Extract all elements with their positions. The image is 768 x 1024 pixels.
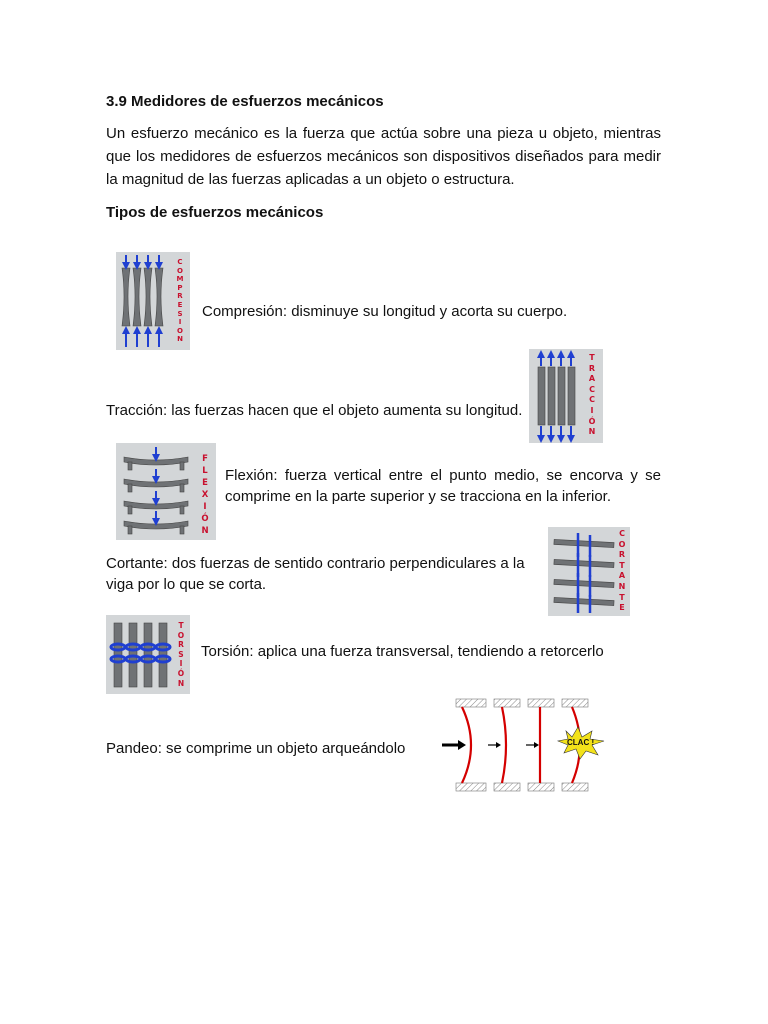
torsion-label-letter: I bbox=[179, 659, 183, 669]
traction-text: Tracción: las fuerzas hacen que el objeto aumenta su longitud. bbox=[106, 402, 523, 419]
traccion-label-letter: C bbox=[589, 384, 595, 394]
buckling-text: Pandeo: se comprime un objeto arqueándolo bbox=[106, 740, 406, 757]
torsion-figure bbox=[106, 615, 190, 694]
flexion-label-letter: X bbox=[201, 490, 209, 500]
compresion-label-letter: E bbox=[177, 300, 183, 309]
traccion-label-letter: I bbox=[590, 405, 594, 415]
compression-label bbox=[174, 258, 186, 344]
shear-label bbox=[616, 529, 628, 614]
flexion-label-letter: E bbox=[202, 478, 208, 488]
shear-figure bbox=[548, 527, 630, 616]
traccion-label-letter: C bbox=[589, 395, 595, 405]
torsion-label-letter: O bbox=[177, 630, 185, 640]
torsion-label bbox=[175, 621, 187, 688]
torsion-label-letter: N bbox=[177, 678, 185, 688]
torsion-label-letter: Ó bbox=[177, 668, 185, 678]
flexion-label-letter: L bbox=[202, 466, 208, 476]
traccion-label-letter: T bbox=[589, 353, 595, 362]
cortante-label-letter: R bbox=[618, 550, 626, 560]
flexion-figure bbox=[116, 443, 216, 540]
flexion-text: Flexión: fuerza vertical entre el punto medio, se encorva y se comprime en la parte superior y se tracciona en la inferior. bbox=[225, 467, 661, 505]
compression-figure bbox=[116, 252, 190, 350]
traction-label bbox=[585, 353, 599, 438]
cortante-label-letter: A bbox=[618, 571, 626, 581]
cortante-label-letter: T bbox=[619, 560, 625, 570]
torsion-label-letter: R bbox=[178, 640, 184, 650]
burst-label: CLAC ! bbox=[567, 738, 595, 747]
flexion-label-letter: N bbox=[201, 526, 209, 536]
compression-text: Compresión: disminuye su longitud y acorta su cuerpo. bbox=[202, 303, 568, 320]
shear-text: Cortante: dos fuerzas de sentido contrario perpendiculares a la viga por lo que se corta. bbox=[106, 555, 525, 593]
intro-paragraph: Un esfuerzo mecánico es la fuerza que actúa sobre una pieza u objeto, mientras que los medidores de esfuerzos mecánicos son dispositivos diseñados para medir la magnitud de las fuerzas aplicadas a un objeto o estructura. bbox=[106, 125, 661, 188]
flexion-label-letter: I bbox=[203, 502, 207, 512]
cortante-label-letter: O bbox=[618, 539, 626, 549]
compresion-label-letter: N bbox=[177, 335, 183, 344]
compresion-label-letter: O bbox=[177, 266, 183, 275]
buckling-figure bbox=[440, 697, 610, 793]
torsion-text: Torsión: aplica una fuerza transversal, tendiendo a retorcerlo bbox=[201, 643, 604, 660]
flexion-label bbox=[198, 453, 212, 537]
compresion-label-letter: C bbox=[177, 258, 183, 266]
compresion-label-letter: S bbox=[177, 309, 183, 318]
compresion-label-letter: R bbox=[177, 292, 183, 301]
traccion-label-letter: A bbox=[588, 374, 596, 384]
torsion-label-letter: T bbox=[178, 621, 184, 630]
compresion-label-letter: M bbox=[176, 275, 184, 284]
compresion-label-letter: I bbox=[178, 318, 182, 327]
traccion-label-letter: Ó bbox=[588, 416, 596, 426]
section-subtitle: Tipos de esfuerzos mecánicos bbox=[106, 204, 324, 221]
cortante-label-letter: C bbox=[619, 529, 625, 538]
compresion-label-letter: P bbox=[177, 283, 183, 292]
flexion-label-letter: Ó bbox=[201, 514, 209, 524]
cortante-label-letter: N bbox=[618, 581, 626, 591]
cortante-label-letter: E bbox=[619, 603, 625, 613]
traction-figure bbox=[529, 349, 603, 443]
traccion-label-letter: R bbox=[588, 363, 596, 373]
torsion-label-letter: S bbox=[178, 649, 184, 659]
traccion-label-letter: N bbox=[588, 427, 596, 437]
section-title: 3.9 Medidores de esfuerzos mecánicos bbox=[106, 93, 384, 110]
compresion-label-letter: O bbox=[177, 326, 183, 335]
cortante-label-letter: T bbox=[619, 592, 625, 602]
flexion-label-letter: F bbox=[202, 454, 208, 464]
